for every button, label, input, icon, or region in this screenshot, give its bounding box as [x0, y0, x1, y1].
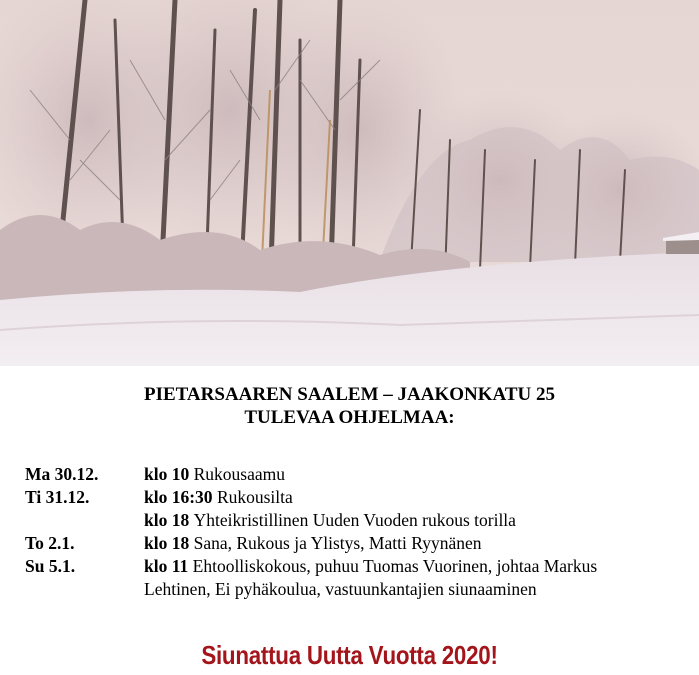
schedule-description: Ehtoolliskokous, puhuu Tuomas Vuorinen, johtaa Markus: [192, 556, 598, 576]
schedule-row: [0, 463, 699, 486]
schedule-time-label: klo 18: [144, 533, 190, 553]
schedule-time-label: klo 11: [144, 556, 189, 576]
schedule-time-label: klo 10: [144, 464, 190, 484]
schedule-description: Yhteikristillinen Uuden Vuoden rukous torilla: [193, 510, 516, 530]
schedule-time: [144, 463, 285, 486]
schedule-description: Sana, Rukous ja Ylistys, Matti Ryynänen: [193, 533, 482, 553]
schedule-description-continuation: Lehtinen, Ei pyhäkoulua, vastuunkantajien siunaaminen: [144, 579, 537, 599]
schedule-day: Ma 30.12.: [25, 464, 99, 484]
schedule-description: Rukousilta: [216, 487, 293, 507]
schedule-row: [0, 509, 699, 532]
program-heading: TULEVAA OHJELMAA:: [244, 407, 455, 428]
schedule-time-label: klo 16:30: [144, 487, 213, 507]
schedule-day: To 2.1.: [25, 533, 75, 553]
schedule-row: [0, 486, 699, 509]
new-year-greeting: Siunattua Uutta Vuotta 2020!: [201, 640, 498, 670]
schedule-row-continuation: [0, 578, 699, 601]
schedule-row: [0, 555, 699, 578]
schedule-description: Rukousaamu: [193, 464, 285, 484]
schedule-row: [0, 532, 699, 555]
venue-heading: PIETARSAAREN SAALEM – JAAKONKATU 25: [144, 384, 555, 405]
schedule-time: [144, 509, 516, 532]
schedule-time-label: klo 18: [144, 510, 190, 530]
schedule-time: [144, 532, 481, 555]
schedule-day: Su 5.1.: [25, 556, 76, 576]
schedule-time: [144, 486, 293, 509]
schedule-time: [144, 555, 597, 578]
schedule-day: Ti 31.12.: [25, 487, 90, 507]
